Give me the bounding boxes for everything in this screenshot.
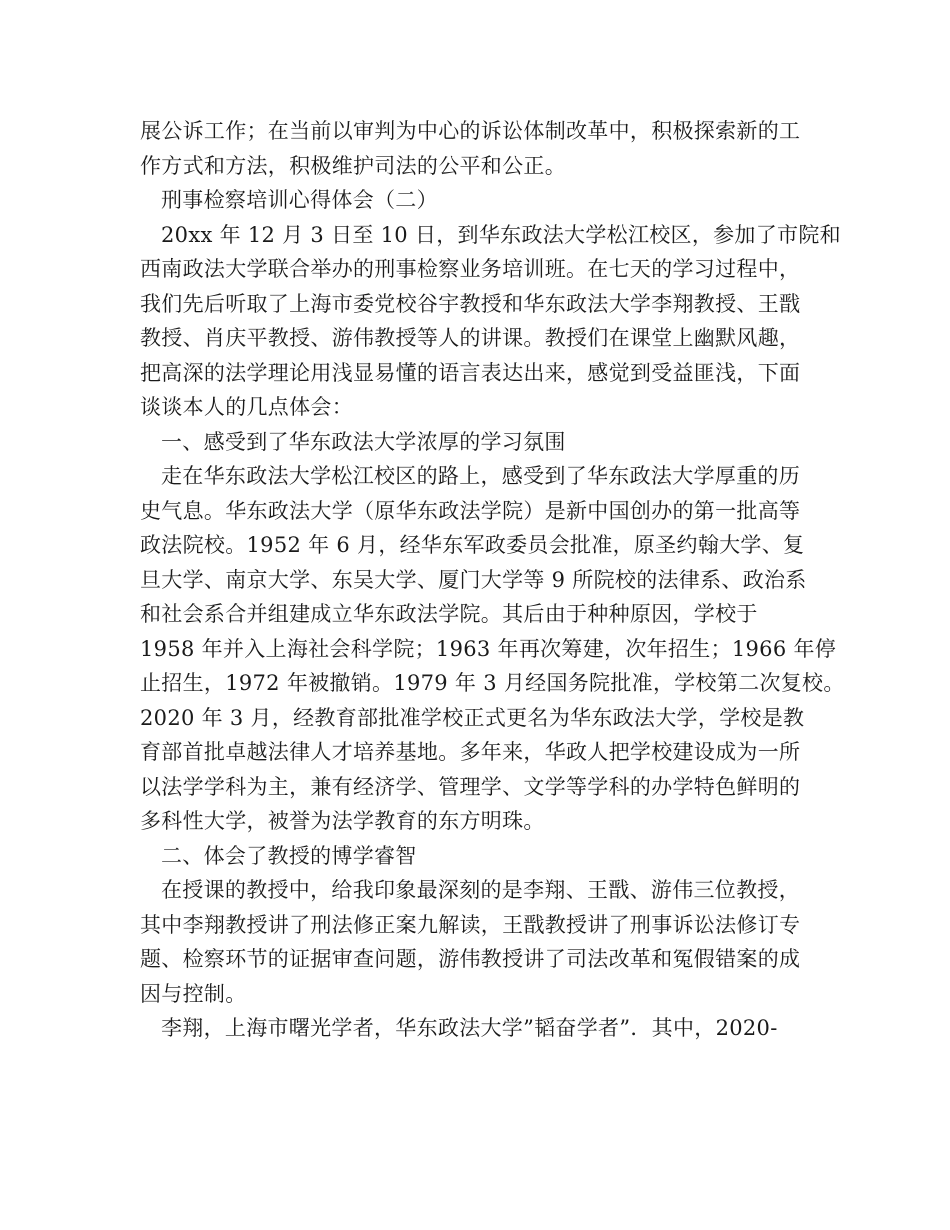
text-line: 旦大学、南京大学、东吴大学、厦门大学等 9 所院校的法律系、政治系 xyxy=(140,567,807,592)
text-line: 育部首批卓越法律人才培养基地。多年来，华政人把学校建设成为一所 xyxy=(140,740,801,764)
text-line: 政法院校。1952 年 6 月，经华东军政委员会批准，原圣约翰大学、复 xyxy=(140,533,805,557)
text-line: 以法学学科为主，兼有经济学、管理学、文学等学科的办学特色鲜明的 xyxy=(140,774,801,799)
text-line: 题、检察环节的证据审查问题，游伟教授讲了司法改革和冤假错案的成 xyxy=(140,947,801,971)
text-line: 和社会系合并组建成立华东政法学院。其后由于种种原因，学校于 xyxy=(140,602,758,626)
document-page xyxy=(140,114,845,1046)
text-line: 教授、肖庆平教授、游伟教授等人的讲课。教授们在课堂上幽默风趣， xyxy=(140,326,801,350)
section-heading: 一、感受到了华东政法大学浓厚的学习氛围 xyxy=(161,429,566,454)
text-line: 李翔，上海市曙光学者，华东政法大学”韬奋学者”．其中，2020- xyxy=(161,1016,778,1040)
section-title: 刑事检察培训心得体会（二） xyxy=(161,188,438,212)
text-line: 1958 年并入上海社会科学院；1963 年再次筹建，次年招生；1966 年停 xyxy=(140,636,837,661)
text-line: 展公诉工作；在当前以审判为中心的诉讼体制改革中，积极探索新的工 xyxy=(140,119,801,143)
text-line: 我们先后听取了上海市委党校谷宇教授和华东政法大学李翔教授、王戬 xyxy=(140,291,801,316)
text-line: 谈谈本人的几点体会： xyxy=(140,395,353,419)
text-line: 因与控制。 xyxy=(140,981,247,1006)
text-line: 多科性大学，被誉为法学教育的东方明珠。 xyxy=(140,809,545,833)
text-line: 止招生，1972 年被撤销。1979 年 3 月经国务院批准，学校第二次复校。 xyxy=(140,671,845,695)
text-line: 在授课的教授中，给我印象最深刻的是李翔、王戬、游伟三位教授， xyxy=(161,878,800,902)
text-line: 把高深的法学理论用浅显易懂的语言表达出来，感觉到受益匪浅，下面 xyxy=(140,360,801,385)
section-heading: 二、体会了教授的博学睿智 xyxy=(161,843,417,868)
text-line: 史气息。华东政法大学（原华东政法学院）是新中国创办的第一批高等 xyxy=(140,498,801,523)
text-line: 作方式和方法，积极维护司法的公平和公正。 xyxy=(140,153,566,178)
text-line: 20xx 年 12 月 3 日至 10 日，到华东政法大学松江校区，参加了市院和 xyxy=(161,222,841,247)
text-line: 2020 年 3 月，经教育部批准学校正式更名为华东政法大学，学校是教 xyxy=(140,705,805,730)
text-line: 走在华东政法大学松江校区的路上，感受到了华东政法大学厚重的历 xyxy=(161,464,800,488)
text-line: 西南政法大学联合举办的刑事检察业务培训班。在七天的学习过程中， xyxy=(140,257,801,281)
text-line: 其中李翔教授讲了刑法修正案九解读，王戬教授讲了刑事诉讼法修订专 xyxy=(140,912,801,937)
